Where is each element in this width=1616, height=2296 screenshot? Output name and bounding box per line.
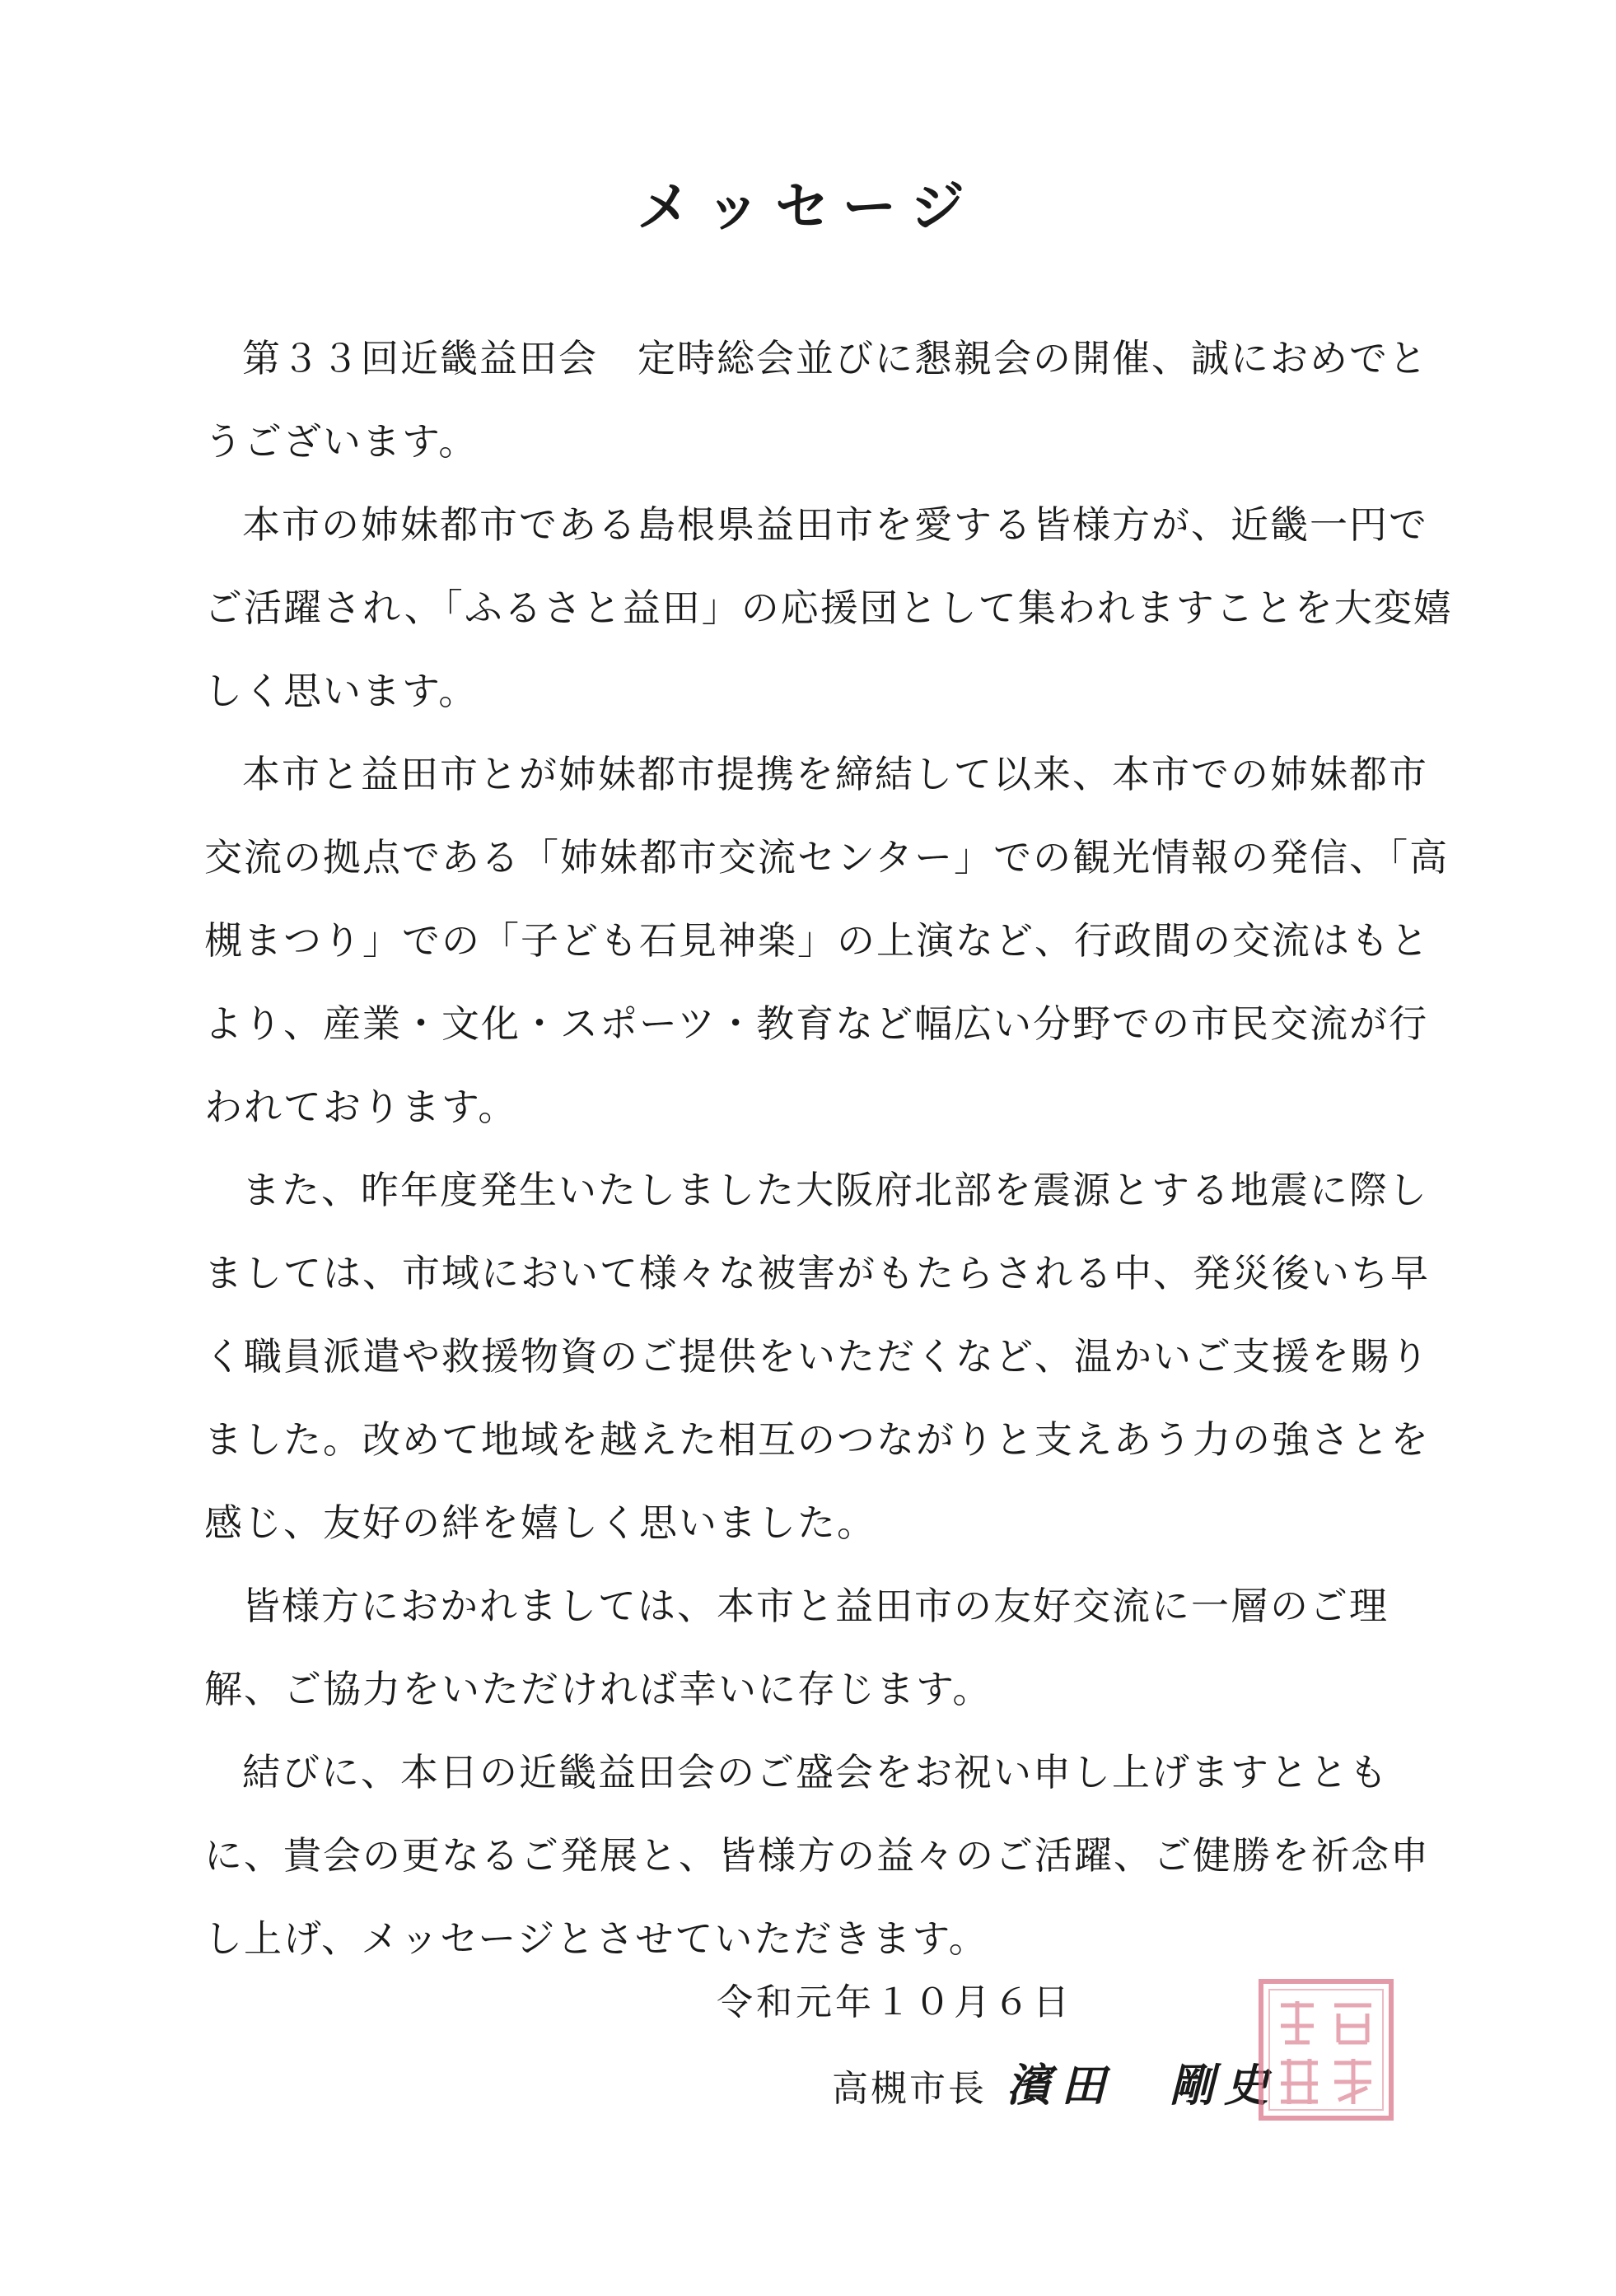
document-title: メッセージ [636,175,980,239]
official-seal-stamp [1256,1976,1396,2123]
paragraph-closing: 結びに、本日の近畿益田会のご盛会をお祝い申し上げますとともに、貴会の更なるご発展と、皆様方の益々のご活躍、ご健勝を祈念申し上げ、メッセージとさせていただきます。 [204,1750,1430,1961]
letter-date: 令和元年１０月６日 [717,1981,1072,2023]
paragraph-earthquake-support: また、昨年度発生いたしました大阪府北部を震源とする地震に際しましては、市域において様々な被害がもたらされる中、発災後いち早く職員派遣や救援物資のご提供をいただくなど、温かいご支援を賜りました。改めて地域を越えた相互のつながりと支えあう力の強さとを感じ、友好の絆を嬉しく思いました。 [204,1168,1430,1545]
signature-block [832,2051,1278,2114]
letter-body [204,317,1456,1981]
paragraph-request-cooperation: 皆様方におかれましては、本市と益田市の友好交流に一層のご理解、ご協力をいただければ幸いに存じます。 [204,1584,1389,1711]
paragraph-sister-city-supporters: 本市の姉妹都市である島根県益田市を愛する皆様方が、近畿一円でご活躍され、「ふるさと益田」の応援団として集われますことを大変嬉しく思います。 [204,502,1453,713]
signatory-title: 高槻市長 [832,2068,987,2110]
paragraph-greeting: 第３３回近畿益田会 定時総会並びに懇親会の開催、誠におめでとうございます。 [204,336,1428,464]
signatory-name: 濱田 剛史 [1006,2059,1278,2112]
paragraph-exchange-activities: 本市と益田市とが姉妹都市提携を締結して以来、本市での姉妹都市交流の拠点である「姉妹都市交流センター」での観光情報の発信、「高槻まつり」での「子ども石見神楽」の上演など、行政間の交流はもとより、産業・文化・スポーツ・教育など幅広い分野での市民交流が行われております。 [204,752,1450,1129]
